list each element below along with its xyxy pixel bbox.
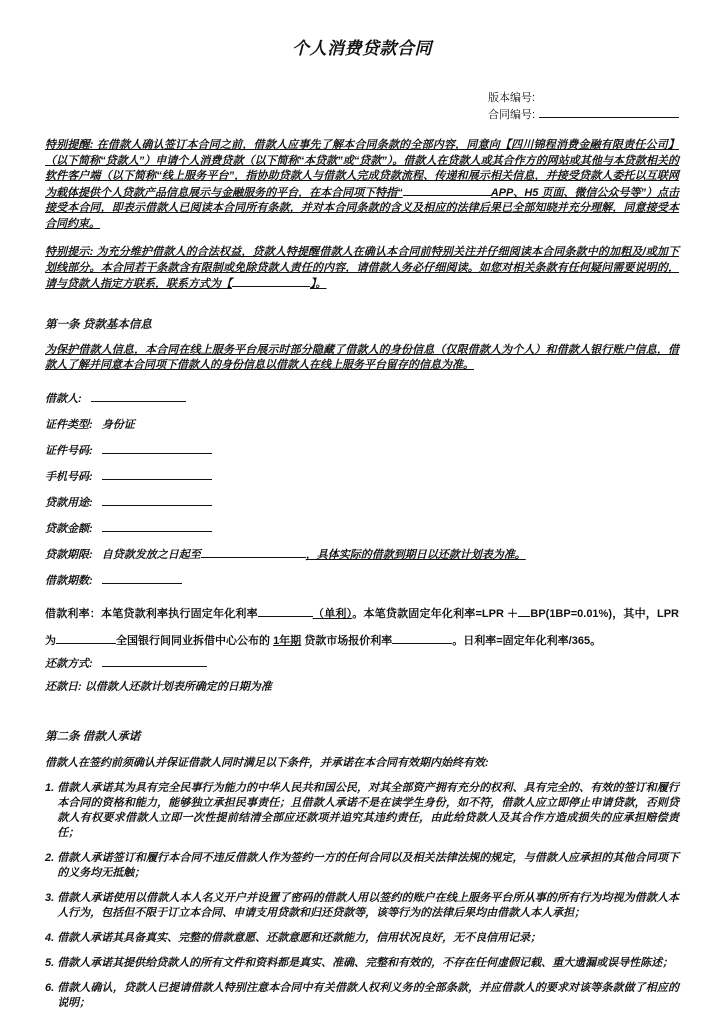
version-number-row [488,89,679,106]
repayment-method-row [45,655,679,678]
id-type-row [45,416,679,442]
id-type-label: 证件类型: [45,418,93,431]
loan-term-label: 贷款期限: [45,548,93,561]
list-item [45,931,679,946]
list-item-text: 借款人承诺其为具有完全民事行为能力的中华人民共和国公民，对其全部资产拥有充分的权利、具有完全的、有效的签订和履行本合同的资格和能力，能够独立承担民事责任；且借款人承诺不是在读学生身份，如不符，借款人应立即停止申请贷款，否则贷款人有权要求借款人立即一次性提前结清全部应还款项并追究其违约责任，由此给贷款人及其合作方造成损失的应承担赔偿责任； [57,781,679,839]
loan-purpose-blank [102,495,212,506]
loan-purpose-label: 贷款用途: [45,496,93,509]
special-tip-text-before: 特别提示: 为充分维护借款人的合法权益，贷款人特提醒借款人在确认本合同前特别关注并仔细阅读本合同条款中的加粗及/或加下划线部分。本合同若干条款含有限制或免除贷款人责任的内容，请借款人务必仔细阅读。如您对相关条款有任何疑问需要说明的，请与贷款人指定方联系，联系方式为【 [45,246,679,290]
list-item-number: 4. [45,931,55,944]
list-item [45,851,679,881]
installments-blank [102,573,182,584]
special-reminder-paragraph [45,138,679,232]
list-item-text: 借款人承诺其提供给贷款人的所有文件和资料都是真实、准确、完整和有效的，不存在任何虚假记载、重大遗漏或误导性陈述； [57,956,674,969]
section2-heading: 第二条 借款人承诺 [45,730,141,743]
repayment-method-label: 还款方式: [45,657,93,670]
loan-amount-blank [102,521,212,532]
special-tip-text-after: 】。 [310,278,327,290]
list-item-number: 1. [45,781,55,794]
loan-term-text-before: 自贷款发放之日起至 [101,548,201,561]
list-item [45,781,679,841]
borrower-blank [91,391,186,402]
contact-method-blank [232,276,310,287]
app-name-blank [403,185,491,196]
list-item-text: 借款人确认，贷款人已提请借款人特别注意本合同中有关借款人权利义务的全部条款，并应借款人的要求对该等条款做了相应的说明； [57,981,679,1009]
list-item-text: 借款人承诺其具备真实、完整的借款意愿、还款意愿和还款能力，信用状况良好，无不良信用记录； [57,931,542,944]
loan-term-date-blank [201,547,306,558]
interest-one-year-label: 1年期 [273,634,302,647]
id-number-label: 证件号码: [45,444,93,457]
list-item [45,981,679,1011]
list-item [45,891,679,921]
phone-number-row [45,468,679,494]
loan-term-row [45,546,679,572]
repayment-day-row [45,678,679,701]
loan-amount-label: 贷款金额: [45,522,93,535]
list-item-number: 6. [45,981,55,994]
interest-text-1: 借款利率：本笔贷款利率执行固定年化利率 [45,607,258,620]
special-reminder-text-after: APP、H5 页面、微信公众号等”）点击接受本合同，即表示借款人已阅读本合同所有条款，并对本合同条款的含义及相应的法律后果已全部知晓并充分理解，同意接受本合同约束。 [45,186,680,230]
privacy-note: 为保护借款人信息，本合同在线上服务平台展示时部分隐藏了借款人的身份信息（仅限借款人为个人）和借款人银行账户信息，借款人了解并同意本合同项下借款人的身份信息以借款人在线上服务平台留存的信息为准。 [45,343,679,371]
annual-rate-blank [258,606,313,617]
loan-term-text-after: ，具体实际的借款到期日以还款计划表为准。 [305,548,526,561]
section2-intro: 借款人在签约前须确认并保证借款人同时满足以下条件，并承诺在本合同有效期内始终有效: [45,756,489,769]
loan-amount-row [45,520,679,546]
loan-purpose-row [45,494,679,520]
lpr-rate-blank [392,633,452,644]
borrower-label: 借款人: [45,392,82,405]
contract-number-row [488,106,679,123]
interest-simple-label: （单利） [312,607,353,620]
list-item [45,956,679,971]
section1-heading: 第一条 贷款基本信息 [45,318,152,331]
interest-text-5: 全国银行间同业拆借中心公布的 [116,634,270,647]
interest-text-4: BP(1BP=0.01%)，其中，LPR为 [45,607,679,647]
id-type-value: 身份证 [101,418,135,431]
special-reminder-text-before: 特别提醒: 在借款人确认签订本合同之前，借款人应事先了解本合同条款的全部内容，同意向【四川锦程消费金融有限责任公司】（以下简称“贷款人”）申请个人消费贷款（以下简称“本贷款”或“贷款”）。借款人在贷款人或其合作方的网站或其他与本贷款相关的软件客户端（以下简称“线上服务平台”，指协助贷款人与借款人完成贷款流程、传递和展示相关信息，并接受贷款人委托以互联网为载体提供个人贷款产品信息展示与金融服务的平台，在本合同项下特指“ [45,139,679,199]
list-item-text: 借款人承诺使用以借款人本人名义开户并设置了密码的借款人用以签约的账户在线上服务平台所从事的所有行为均视为借款人本人行为，包括但不限于订立本合同、申请支用贷款和归还贷款等，该等行为的法律后果均由借款人本人承担； [57,891,679,919]
lpr-date-blank [56,633,116,644]
interest-rate-paragraph [45,601,679,655]
phone-number-blank [102,469,212,480]
list-item-number: 2. [45,851,55,864]
list-item-text: 借款人承诺签订和履行本合同不违反借款人作为签约一方的任何合同以及相关法律法规的规定，与借款人应承担的其他合同项下的义务均无抵触； [57,851,679,879]
special-tip-paragraph [45,245,679,293]
list-item-number: 5. [45,956,55,969]
repayment-day-text: 还款日: 以借款人还款计划表所确定的日期为准 [45,680,272,693]
phone-number-label: 手机号码: [45,470,93,483]
version-number-label: 版本编号: [488,92,536,104]
interest-text-8: 。日利率=固定年化利率/365。 [452,634,602,647]
contract-number-label: 合同编号: [488,109,536,121]
interest-text-7: 贷款市场报价利率 [304,634,393,647]
page-title: 个人消费贷款合同 [292,39,432,58]
interest-text-3: 。本笔贷款固定年化利率=LPR ＋ [352,607,519,620]
loan-info-fields [45,390,679,598]
borrower-row [45,390,679,416]
id-number-row [45,442,679,468]
meta-block [45,89,679,123]
installments-label: 借款期数: [45,574,93,587]
bp-blank [518,606,530,617]
installments-row [45,572,679,598]
list-item-number: 3. [45,891,55,904]
repayment-method-blank [102,656,207,667]
id-number-blank [102,443,212,454]
contract-number-blank [539,107,679,118]
borrower-commitments-list [45,781,679,1011]
